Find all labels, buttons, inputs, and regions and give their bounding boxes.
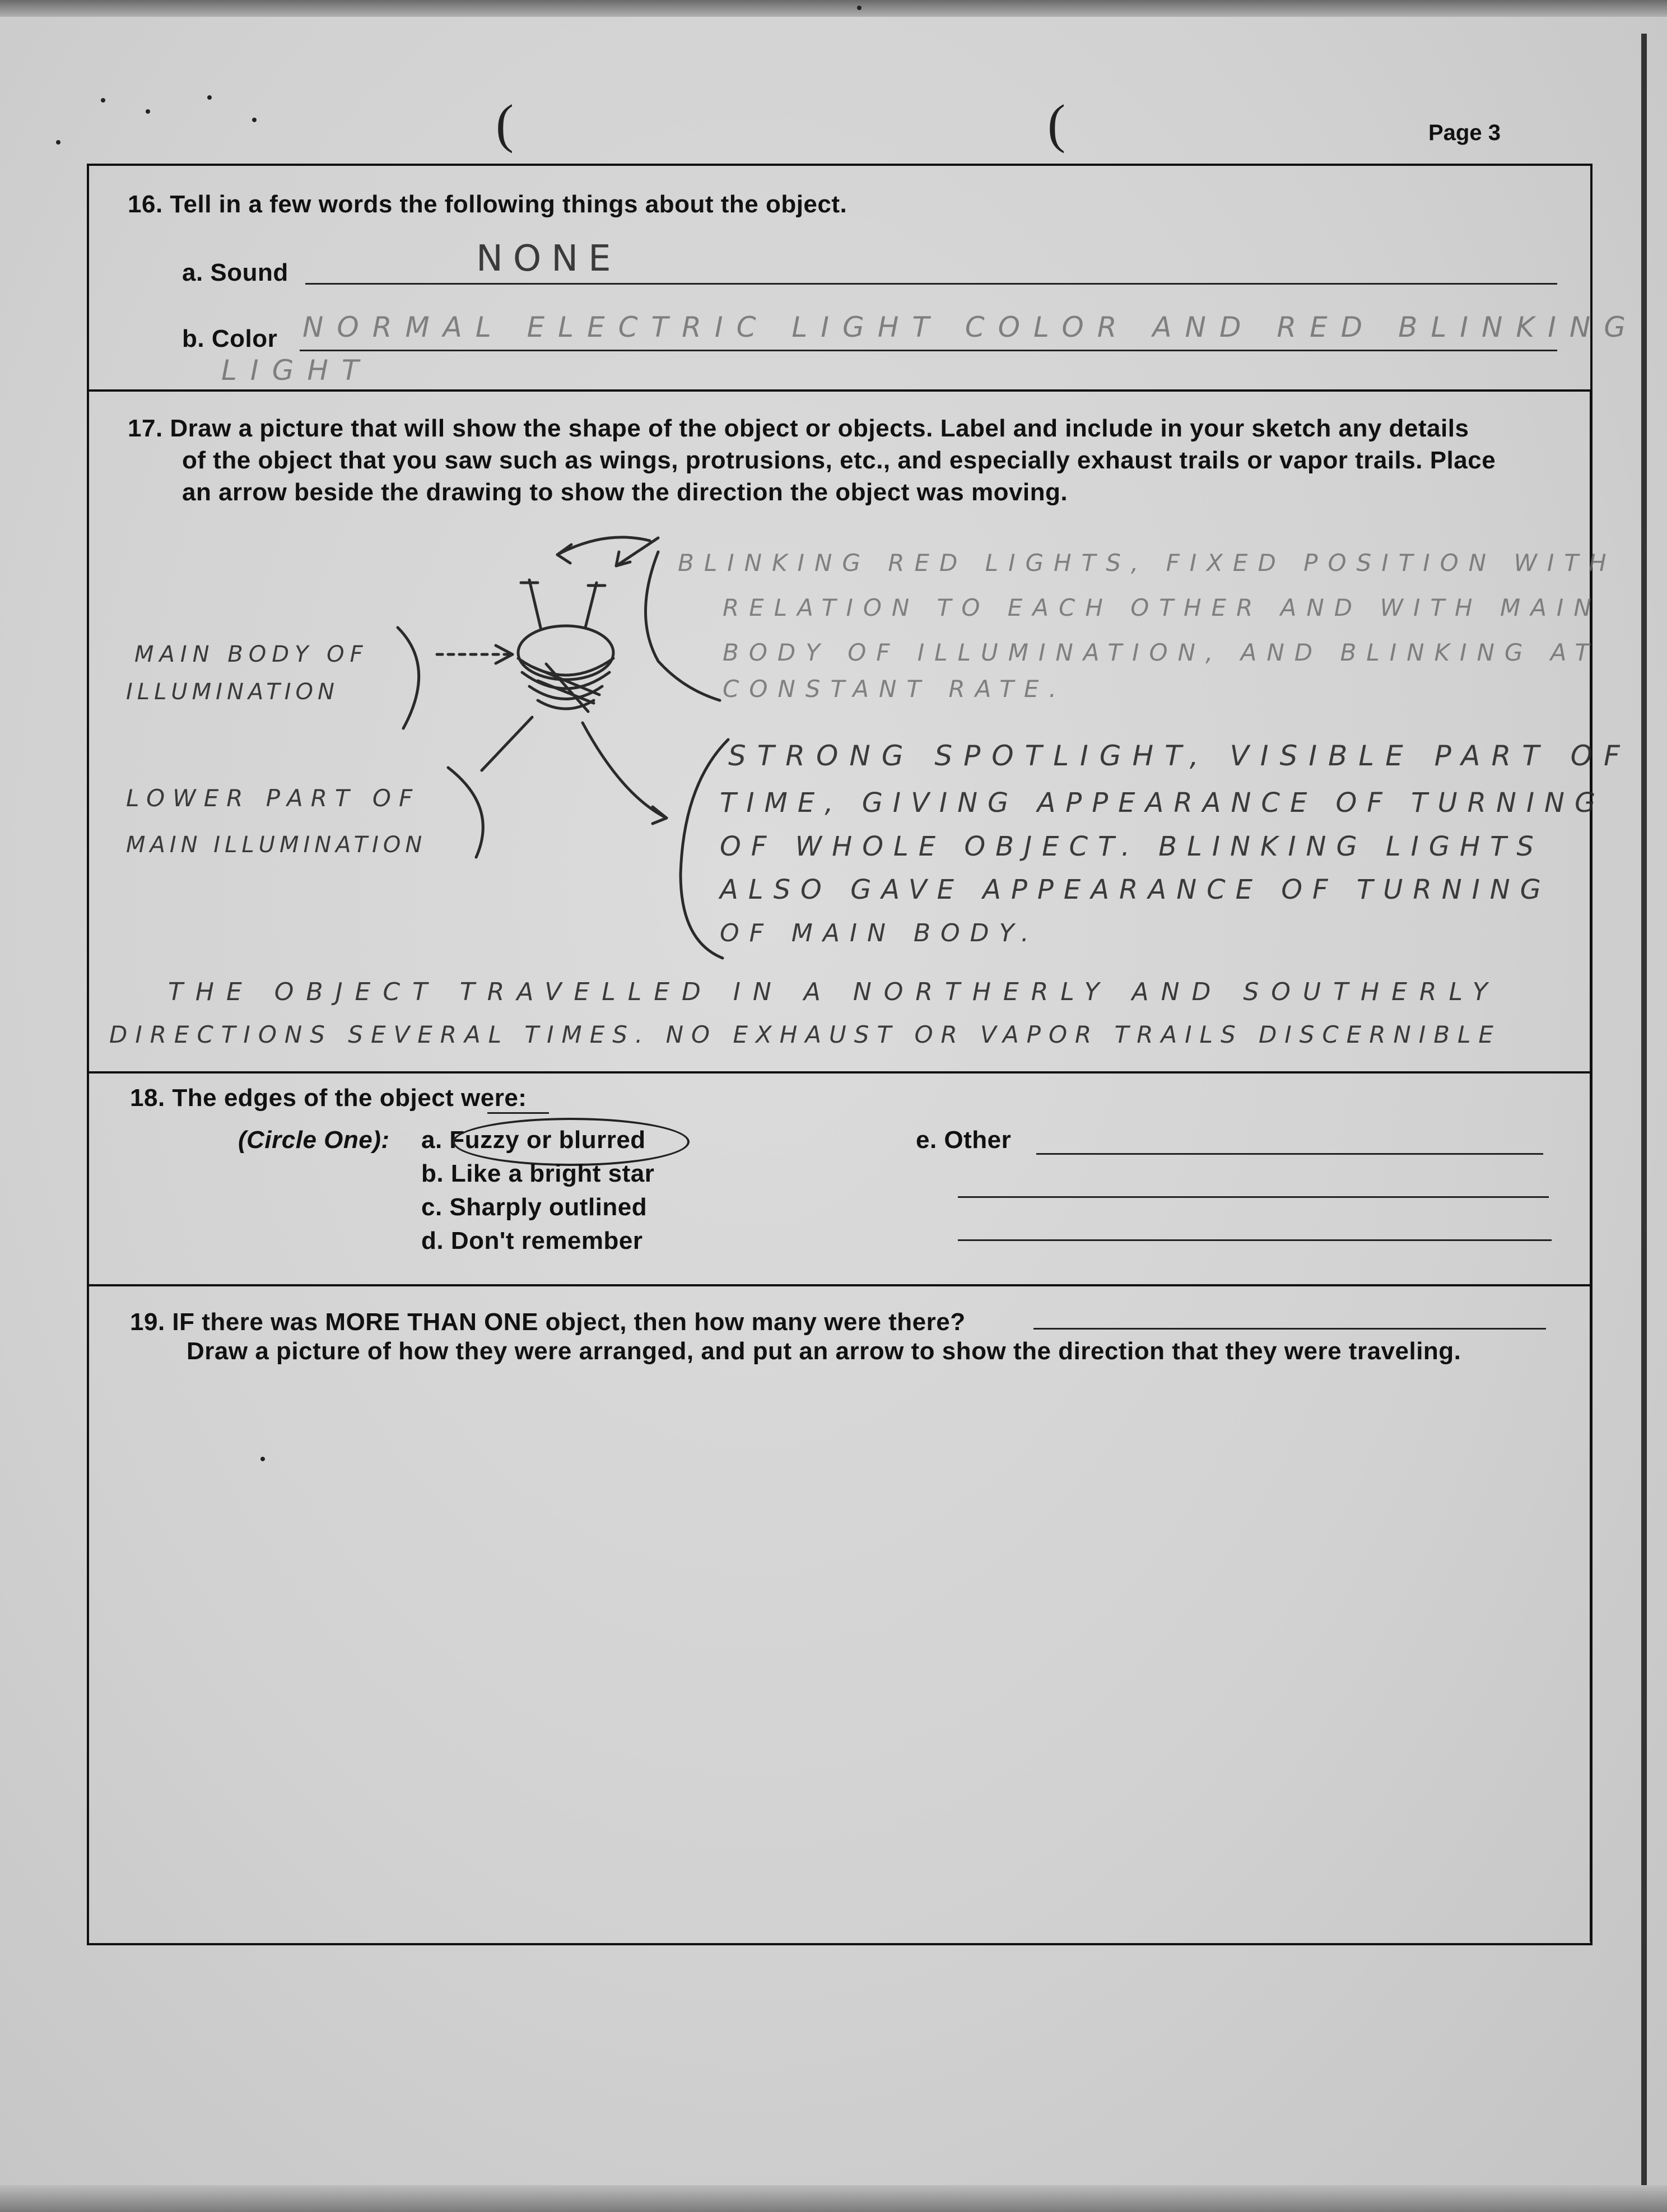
q18-other-line-1 — [1036, 1153, 1543, 1155]
q16-color-answer-line2: LIGHT — [221, 354, 372, 387]
sketch-note-blinking-3: BODY OF ILLUMINATION, AND BLINKING AT — [723, 639, 1600, 666]
q18-were-underline — [487, 1112, 549, 1114]
sketch-note-blinking-4: CONSTANT RATE. — [723, 675, 1067, 703]
q18-option-d[interactable]: d. Don't remember — [421, 1227, 643, 1254]
q16-color-answer-line1: NORMAL ELECTRIC LIGHT COLOR AND RED BLINKING — [302, 311, 1640, 343]
sketch-note-spotlight-4: ALSO GAVE APPEARANCE OF TURNING — [720, 874, 1551, 905]
sketch-note-spotlight-3: OF WHOLE OBJECT. BLINKING LIGHTS — [720, 831, 1544, 862]
sketch-label-main-body-1: MAIN BODY OF — [134, 642, 369, 667]
q18-option-b[interactable]: b. Like a bright star — [421, 1160, 655, 1187]
q17-question-line1: 17. Draw a picture that will show the shape of the object or objects. Label and include in your sketch any details — [128, 415, 1469, 442]
q18-option-a[interactable]: a. Fuzzy or blurred — [421, 1126, 646, 1154]
sketch-note-blinking-1: BLINKING RED LIGHTS, FIXED POSITION WITH — [678, 549, 1617, 577]
q19-drawing-area[interactable] — [95, 1373, 1585, 1933]
q18-selection-circle — [453, 1118, 690, 1166]
q19-question-line2: Draw a picture of how they were arranged, and put an arrow to show the direction that they were traveling. — [187, 1337, 1461, 1365]
q17-question-line3: an arrow beside the drawing to show the direction the object was moving. — [182, 478, 1068, 506]
lower-part-pointer — [482, 717, 532, 770]
q16-sound-answer: NONE — [476, 238, 621, 280]
blinking-light-left — [529, 580, 541, 628]
q18-option-e[interactable]: e. Other — [916, 1126, 1012, 1154]
object-main-body — [518, 626, 613, 680]
sketch-note-spotlight-2: TIME, GIVING APPEARANCE OF TURNING — [720, 787, 1606, 819]
sketch-note-spotlight-1: STRONG SPOTLIGHT, VISIBLE PART OF — [728, 740, 1631, 772]
q18-circle-one: (Circle One): — [238, 1126, 390, 1154]
q16-sound-label: a. Sound — [182, 259, 288, 286]
q18-option-c[interactable]: c. Sharply outlined — [421, 1193, 648, 1221]
travel-note-2: DIRECTIONS SEVERAL TIMES. NO EXHAUST OR VAPOR TRAILS DISCERNIBLE — [109, 1021, 1501, 1048]
sketch-label-lower-1: LOWER PART OF — [126, 784, 421, 812]
sketch-note-spotlight-5: OF MAIN BODY. — [720, 919, 1039, 947]
main-body-bracket — [398, 628, 419, 728]
sketch-label-main-body-2: ILLUMINATION — [126, 679, 339, 705]
q18-question: 18. The edges of the object were: — [130, 1084, 527, 1112]
q19-question-line1: 19. IF there was MORE THAN ONE object, then how many were there? — [130, 1308, 966, 1336]
sketch-note-blinking-2: RELATION TO EACH OTHER AND WITH MAIN — [723, 594, 1601, 621]
page-number: Page 3 — [1428, 120, 1501, 145]
q19-count-line — [1033, 1328, 1546, 1330]
lower-part-bracket — [448, 768, 483, 857]
sketch-label-lower-2: MAIN ILLUMINATION — [126, 832, 427, 858]
q16-question: 16. Tell in a few words the following things about the object. — [128, 190, 848, 218]
q17-question-line2: of the object that you saw such as wings, protrusions, etc., and especially exhaust trails or vapor trails. Place — [182, 447, 1496, 474]
travel-note-1: THE OBJECT TRAVELLED IN A NORTHERLY AND SOUTHERLY — [168, 978, 1500, 1006]
hole-punch-mark: ( — [496, 94, 514, 154]
blinking-light-right — [585, 583, 597, 628]
q18-other-line-3 — [958, 1239, 1552, 1241]
q18-other-line-2 — [958, 1196, 1549, 1198]
spotlight-pointer — [583, 723, 667, 818]
q16-color-label: b. Color — [182, 325, 278, 352]
hole-punch-mark: ( — [1047, 94, 1065, 154]
